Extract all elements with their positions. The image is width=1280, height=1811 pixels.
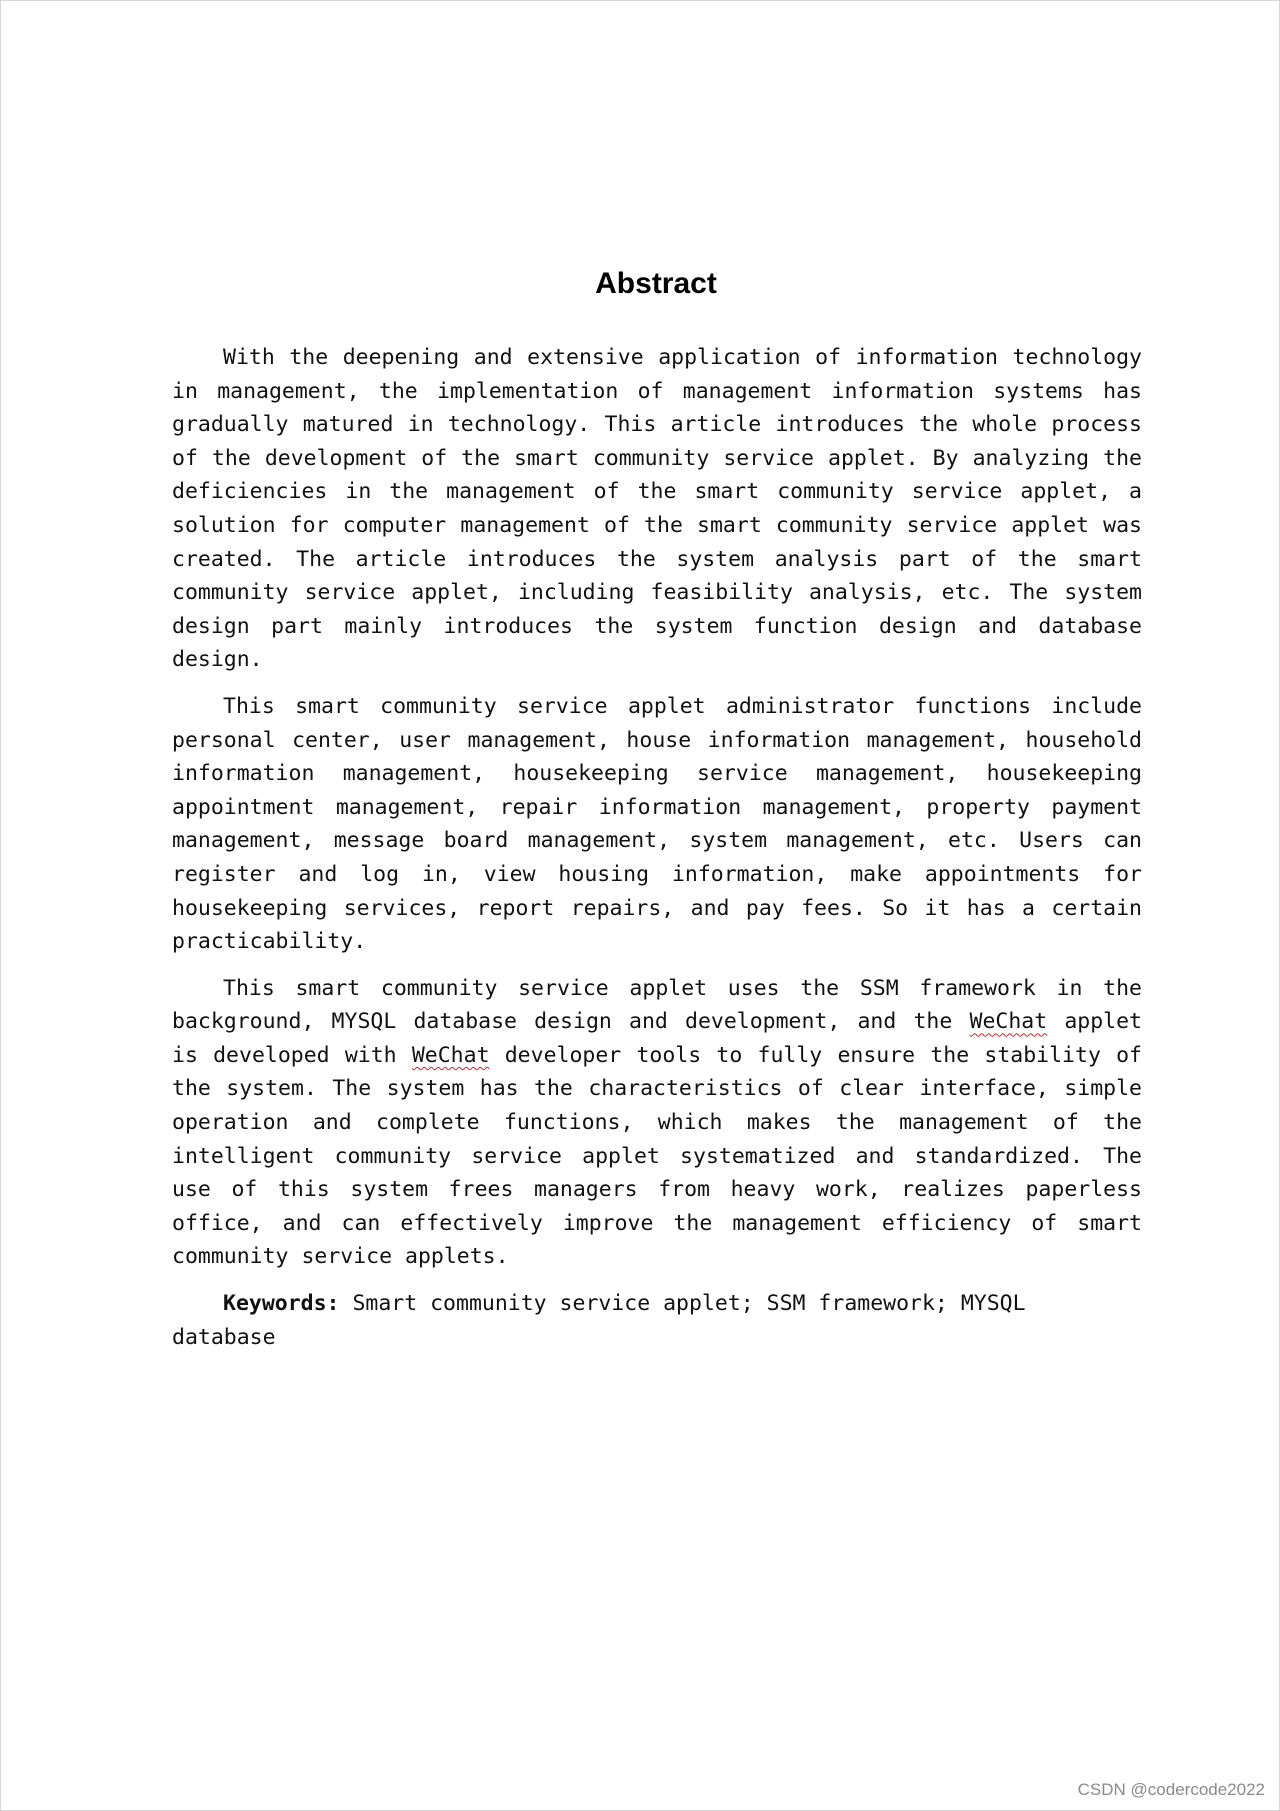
misspelled-word-wechat: WeChat (411, 1042, 490, 1068)
abstract-paragraph-3 (172, 972, 1142, 1274)
page-title: Abstract (595, 267, 717, 300)
paragraph-3-text-part-2: applet is developed with (172, 1009, 1143, 1068)
keywords-text: Smart community service applet; SSM framework; MYSQL database (172, 1291, 1026, 1350)
keywords-line (172, 1287, 1142, 1354)
misspelled-word-wechat: WeChat (969, 1009, 1048, 1035)
paragraph-3-text-part-3: developer tools to fully ensure the stability of the system. The system has the characteristics of clear interface, simple operation and complete functions, which makes the management of the intelligent community service applet systematized and standardized. The use of this system frees managers from heavy work, realizes paperless office, and can effectively improve the management efficiency of smart community service applets. (172, 1042, 1143, 1270)
watermark: CSDN @codercode2022 (1077, 1780, 1265, 1799)
abstract-body (172, 341, 1142, 1354)
paragraph-3-text-part-1: This smart community service applet uses the SSM framework in the background, MYSQL database design and development, and the (172, 975, 1142, 1035)
keywords-label: Keywords: (223, 1291, 340, 1317)
abstract-paragraph-1: With the deepening and extensive application of information technology in management, the implementation of management information systems has gradually matured in technology. This article introduces the whole process of the development of the smart community service applet. By analyzing the deficiencies in the management of the smart community service applet, a solution for computer management of the smart community service applet was created. The article introduces the system analysis part of the smart community service applet, including feasibility analysis, etc. The system design part mainly introduces the system function design and database design. (172, 345, 1142, 673)
abstract-paragraph-2: This smart community service applet administrator functions include personal center, user management, house information management, household information management, housekeeping service management, housekeeping appointment management, repair information management, property payment management, message board management, system management, etc. Users can register and log in, view housing information, make appointments for housekeeping services, report repairs, and pay fees. So it has a certain practicability. (172, 693, 1142, 955)
